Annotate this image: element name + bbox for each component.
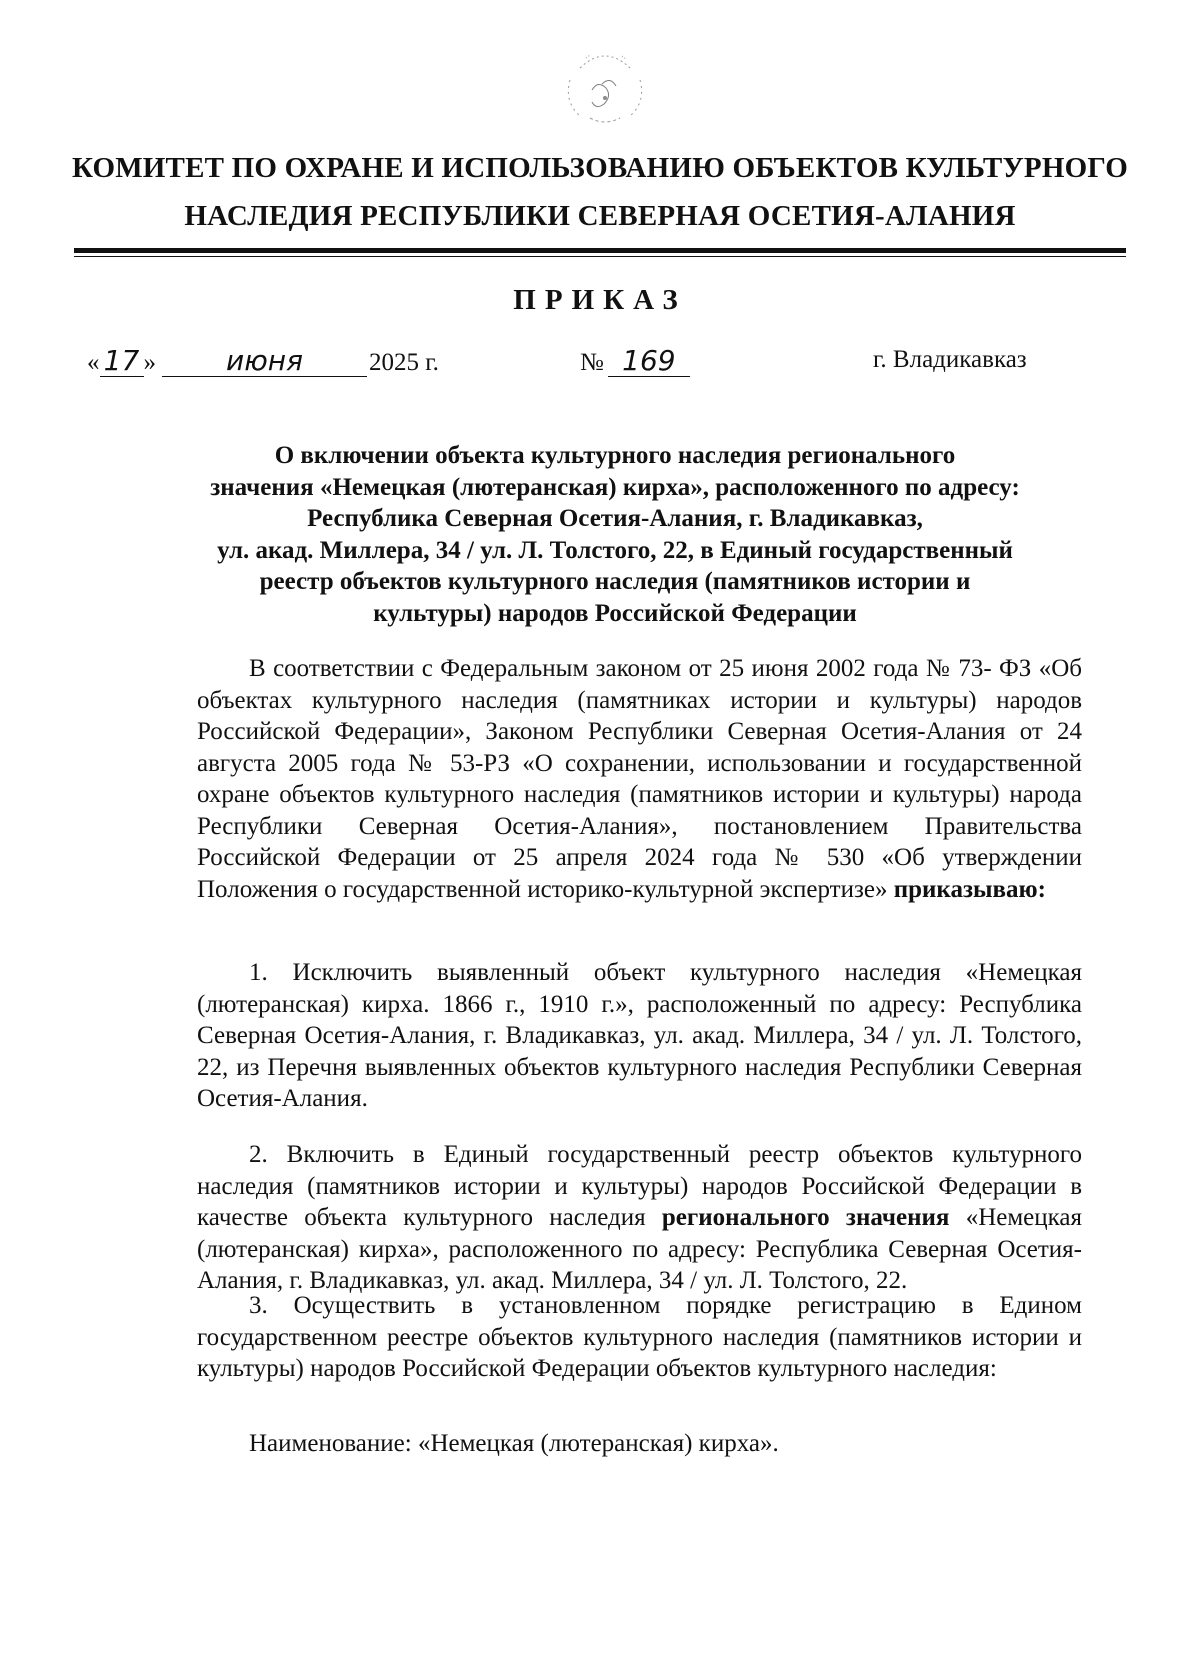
header-divider — [74, 248, 1126, 253]
document-date — [87, 346, 439, 377]
title-line: значения «Немецкая (лютеранская) кирха», расположенного по адресу: — [210, 473, 1020, 501]
object-name-line — [197, 1428, 1082, 1460]
date-quote-open: « — [87, 349, 100, 376]
title-line: Республика Северная Осетия-Алания, г. Владикавказ, — [307, 505, 923, 532]
document-number — [580, 346, 690, 377]
header-divider-thin — [74, 256, 1126, 257]
order-item-3 — [197, 1290, 1082, 1385]
date-month: июня — [162, 346, 367, 377]
order-item-text-after: «Немецкая (лютеранская) кирха», расположенного по адресу: Республика Северная Осетия-Алания, г. Владикавказ, ул. акад. Миллера, 34 / ул. Л. Толстого, 22. — [197, 1204, 1082, 1294]
order-item-1 — [197, 957, 1082, 1115]
order-item-text: 1. Исключить выявленный объект культурного наследия «Немецкая (лютеранская) кирха. 1866 г., 1910 г.», расположенный по адресу: Республика Северная Осетия-Алания, г. Владикавказ, ул. акад. Миллера, 34 / ул. Л. Толстого, 22, из Перечня выявленных объектов культурного наследия Республики Северная Осетия-Алания. — [197, 959, 1082, 1112]
order-item-2 — [197, 1139, 1082, 1297]
coat-of-arms-icon — [550, 40, 660, 140]
preamble-paragraph — [197, 653, 1082, 905]
date-day: 17 — [100, 346, 144, 377]
organization-name-line-2: НАСЛЕДИЯ РЕСПУБЛИКИ СЕВЕРНАЯ ОСЕТИЯ-АЛАНИЯ — [184, 200, 1016, 232]
date-year: 2025 г. — [369, 349, 439, 376]
title-line: О включении объекта культурного наследия регионального — [274, 442, 956, 469]
title-line: ул. акад. Миллера, 34 / ул. Л. Толстого, 22, в Единый государственный — [217, 536, 1013, 564]
order-item-text-before: 2. Включить в Единый государственный реестр объектов культурного наследия (памятников истории и культуры) народов Российской Федерации в качестве объекта культурного наследия — [197, 1141, 1082, 1231]
preamble-text: В соответствии с Федеральным законом от 25 июня 2002 года № 73- ФЗ «Об объектах культурного наследия (памятниках истории и культуры) народов Российской Федерации», Законом Республики Северная Осетия-Алания от 24 августа 2005 года № 53-РЗ «О сохранении, использовании и государственной охране объектов культурного наследия (памятников истории и культуры) народа Республики Северная Осетия-Алания», постановлением Правительства Российской Федерации от 25 апреля 2024 года № 530 «Об утверждении Положения о государственной историко-культурной экспертизе» — [197, 655, 1082, 903]
title-line: культуры) народов Российской Федерации — [373, 599, 857, 627]
title-line: реестр объектов культурного наследия (памятников истории и — [259, 568, 971, 595]
order-word: приказываю: — [893, 875, 1046, 903]
document-city: г. Владикавказ — [873, 346, 1027, 373]
document-type: ПРИКАЗ — [513, 284, 687, 316]
number-prefix: № — [580, 349, 604, 376]
date-quote-close: » — [143, 349, 156, 376]
significance-level: регионального значения — [661, 1204, 950, 1231]
number-value: 169 — [608, 346, 690, 377]
organization-name-line-1: КОМИТЕТ ПО ОХРАНЕ И ИСПОЛЬЗОВАНИЮ ОБЪЕКТОВ КУЛЬТУРНОГО — [71, 152, 1129, 184]
object-name: Наименование: «Немецкая (лютеранская) кирха». — [249, 1430, 779, 1457]
document-title — [150, 440, 1080, 629]
order-item-text: 3. Осуществить в установленном порядке регистрацию в Едином государственном реестре объектов культурного наследия (памятников истории и культуры) народов Российской Федерации объектов культурного наследия: — [197, 1292, 1082, 1382]
